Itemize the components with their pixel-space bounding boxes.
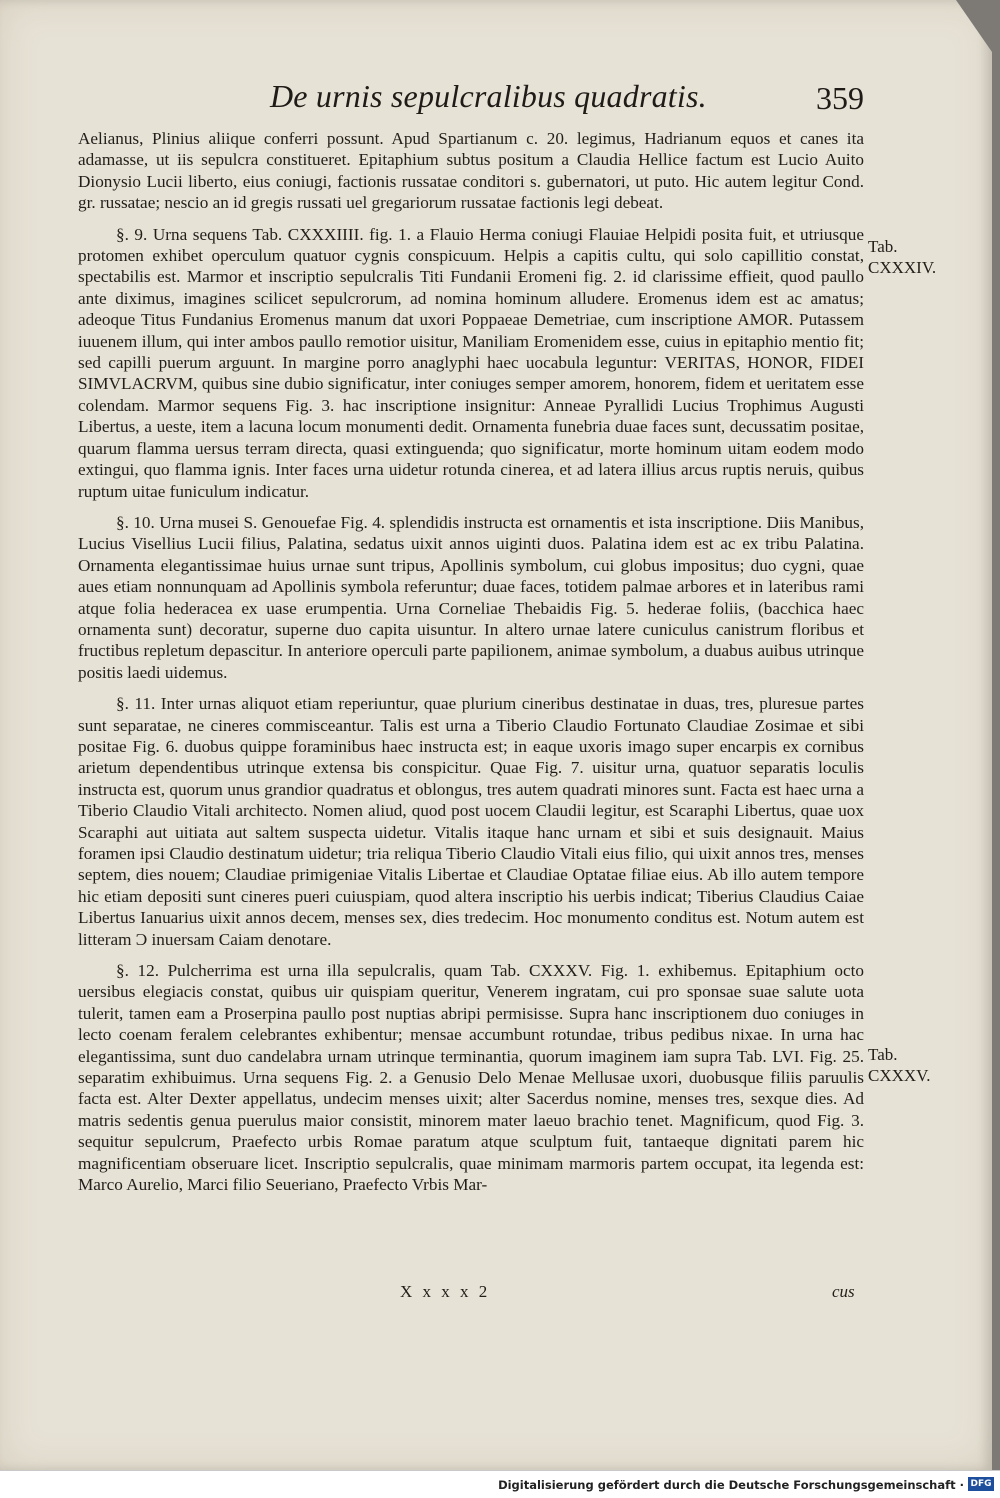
margin-tab-label: Tab. — [868, 1045, 898, 1064]
running-title: De urnis sepulcralibus quadratis. — [270, 78, 707, 114]
margin-tab-number: CXXXIV. — [868, 258, 937, 277]
footer-credit: Digitalisierung gefördert durch die Deutsche Forschungsgemeinschaft · — [498, 1478, 964, 1492]
digitization-footer — [0, 1470, 1000, 1498]
catchword: cus — [832, 1282, 855, 1301]
margin-tab-number: CXXXV. — [868, 1066, 931, 1085]
signature-mark: X x x x 2 — [400, 1282, 491, 1301]
paragraph-section-12: §. 12. Pulcherrima est urna illa sepulcralis, quam Tab. CXXXV. Fig. 1. exhibemus. Epitaphium octo uersibus elegiacis constat, quibus uir quispiam queritur, Venerem ingratam, cui pro sponsae suae salute uota tulerit, tamen eam a Proserpina paullo post nuptias abripi permisisse. Supra hanc inscriptionem duo coniuges in lecto coenam feralem celebrantes exhibentur; mensae accumbunt rotundae, tribus pedibus nixae. In urna hac elegantissima, sunt duo candelabra urnam utrinque terminantia, quorum imaginem iam supra Tab. LVI. Fig. 25. separatim exhibuimus. Urna sequens Fig. 2. a Genusio Delo Menae Mellusae uxori, duobusque filiis paruulis facta est. Alter Dexter appellatus, undecim menses uixit; alter Sacerdus nomine, menses tres, sexque dies. Ad matris sedentis genua puerulus maior consistit, minorem mater laeuo brachio tenet. Magnificum, quod Fig. 3. sequitur sepulcrum, Praefecto urbis Romae paratum atque sculptum fuit, tantaeque dignitati parem hic magnificentiam obseruare licet. Inscriptio sepulcralis, quae minimam marmoris partem occupat, ita legenda est: Marco Aurelio, Marci filio Seueriano, Praefecto Vrbis Mar- — [78, 961, 864, 1195]
paragraph-section-10: §. 10. Urna musei S. Genouefae Fig. 4. splendidis instructa est ornamentis et ista inscriptione. Diis Manibus, Lucius Visellius Lucii filius, Palatina, sedatus uixit annos uiginti duos. Palatina idem est ac ex tribu Palatina. Ornamenta elegantissimae huius urnae sunt tripus, Apollinis symbolum, cui globus impositus; duo cygni, quae aues etiam nonnunquam ad Apollinis symbola referuntur; duae faces, totidem palmae arbores et in lateribus rami atque folia hederacea ex uase erumpentia. Urna Corneliae Thebaidis Fig. 5. hederae foliis, (bacchica haec ornamenta sunt) decoratur, superne duo capita uisuntur. In altero urnae latere cuniculus canistrum floribus et fructibus repletum depascitur. In anteriore operculi parte papilionem, animae symbolum, a duabus auibus utrinque positis laedi uidemus. — [78, 512, 864, 682]
dfg-logo-icon[interactable]: DFG — [968, 1477, 994, 1491]
paragraph-section-11: §. 11. Inter urnas aliquot etiam reperiuntur, quae plurium cineribus destinatae in duas, tres, pluresue partes sunt separatae, ne cineres commisceantur. Talis est urna a Tiberio Claudio Fortunato Claudiae Zosimae et sibi positae Fig. 6. duobus quippe foraminibus haec instructa est; in eaque uxoris imago super encarpis ex cornibus arietum dependentibus utrinque extensa bis conspicitur. Quae Fig. 7. uisitur urna, quatuor separatis loculis instructa est, quorum unus grandior quadratus et oblongus, tres autem quadrati minores sunt. Facta est haec urna a Tiberio Claudio Vitali architecto. Nomen aliud, quod post uocem Claudii legitur, est Scaraphi Libertus, quae uox Scaraphi aut uitiata aut saltem suspecta uidetur. Vitalis itaque hanc urnam et sibi et suis designauit. Maius foramen ipsi Claudio destinatum uidetur; tria reliqua Tiberio Claudio Vitali eius filio, qui uixit annos tres, menses septem, dies nouem; Claudiae primigeniae Vitalis Libertae et Claudiae Optatae filiae eius. Ab illo autem tempore hic etiam depositi sunt cineres pueri cuiuspiam, quod altera inscriptio his uerbis indicat; Tiberius Claudius Caiae Libertus Ianuarius uixit annos decem, menses sex, dies tredecim. Hoc monumento conditus est. Notum autem est litteram Ͻ inuersam Caiam denotare. — [78, 694, 864, 949]
margin-note-tab-cxxxiv — [868, 236, 964, 278]
paragraph-section-9: §. 9. Urna sequens Tab. CXXXIIII. fig. 1. a Flauio Herma coniugi Flauiae Helpidi posita fuit, et utriusque protomen exhibet operculum quatuor cygnis conspicuum. Helpis a capitis cultu, qui solo capillitio constat, spectabilis est. Marmor et inscriptio sepulcralis Titi Fundanii Eromeni fig. 2. id clarissime effieit, quod paullo ante diximus, imagines scilicet sepulcrorum, ad nomina hominum alludere. Eromenus idem est ac amatus; adeoque Titus Fundanius Eromenus manum dat uxori Poppaeae Demetriae, cum inscriptione AMOR. Putassem iuuenem illum, qui inter ambos paullo remotior uisitur, Maniliam Eromenidem esse, cuius in epitaphio mentio fit; sed capilli puerum arguunt. In margine porro anaglyphi haec uocabula leguntur: VERITAS, HONOR, FIDEI SIMVLACRVM, quibus sine dubio significatur, inter coniuges semper amorem, honorem, fidem et ueritatem esse colendam. Marmor sequens Fig. 3. hac inscriptione insignitur: Anneae Pyrallidi Lucius Trophimus Augusti Libertus, a ueste, item a lacuna locum monumenti dedit. Ornamenta funebria duae faces sunt, decussatim positae, quarum flamma uersus terram directa, quasi extinguenda; quo significatur, morte hominum uitam eodem modo extingui, quo flamma ignis. Inter faces urna uidetur rotunda cinerea, et ad latera illius arcus ruptis neruis, quibus ruptum uitae funiculum indicatur. — [78, 224, 864, 501]
body-text — [78, 128, 864, 1196]
margin-tab-label: Tab. — [868, 237, 898, 256]
page-number: 359 — [816, 80, 864, 116]
margin-note-tab-cxxxv — [868, 1044, 964, 1086]
paragraph-continuation: Aelianus, Plinius aliique conferri possunt. Apud Spartianum c. 20. legimus, Hadrianum equos et canes ita adamasse, ut iis sepulcra constitueret. Epitaphium subtus positum a Claudia Hellice factum est Lucio Auito Dionysio Lucii liberto, eius coniugi, factionis russatae conditori s. gubernatori, ut puto. Hic autem legitur Cond. gr. russatae; nescio an id gregis russati uel gregariorum russatae factionis legi debeat. — [78, 129, 864, 213]
page-corner — [956, 0, 992, 52]
